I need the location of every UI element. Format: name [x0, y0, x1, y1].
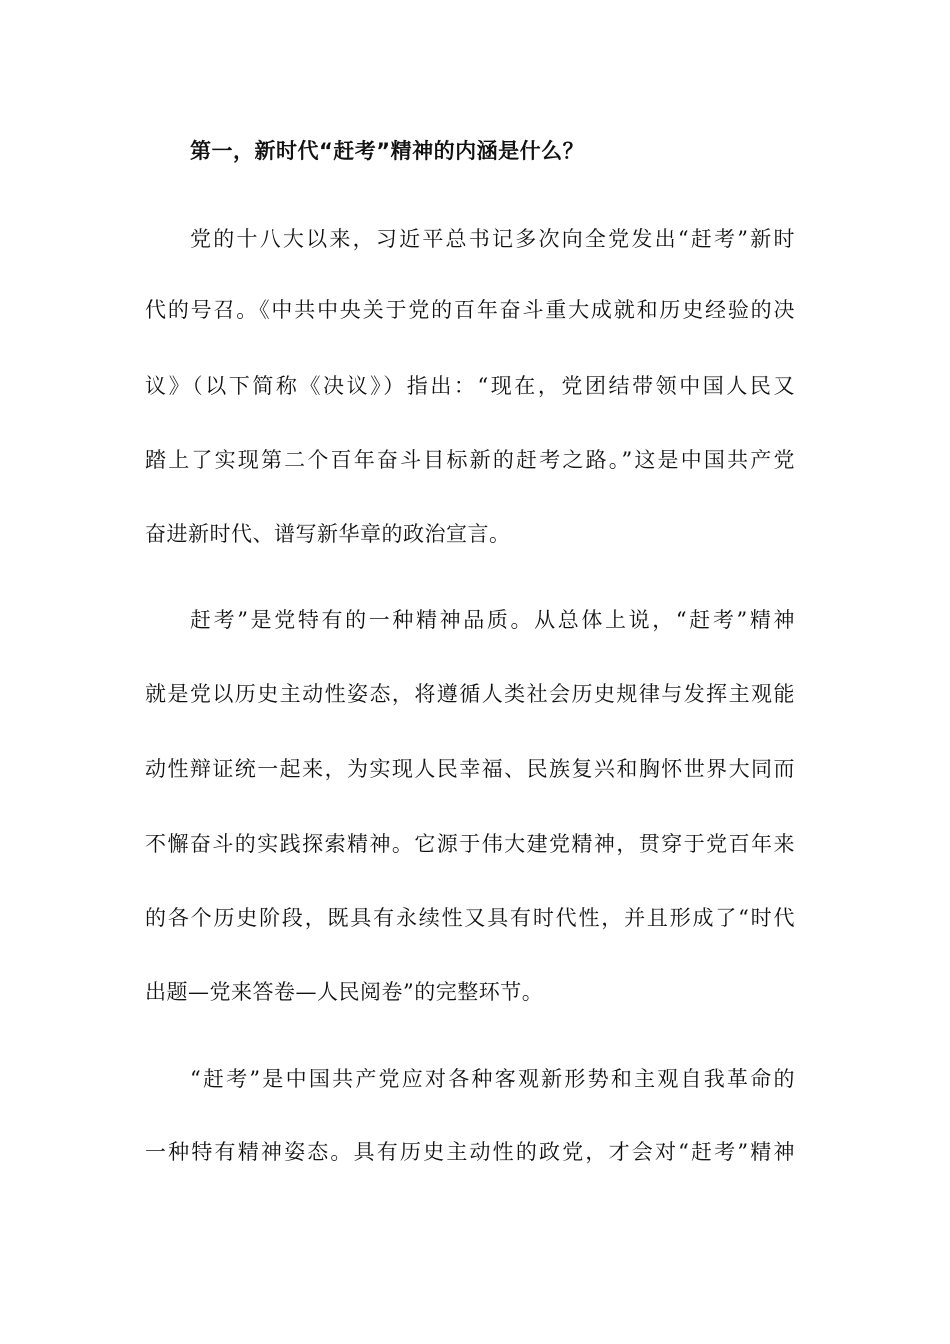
paragraph-3-line-1: “赶考”是中国共产党应对各种客观新形势和主观自我革命的	[190, 1067, 795, 1091]
paragraph-2-line-5: 的各个历史阶段，既具有永续性又具有时代性，并且形成了“时代	[145, 906, 795, 930]
section-heading: 第一，新时代“赶考”精神的内涵是什么？	[190, 139, 585, 163]
paragraph-2-line-2: 就是党以历史主动性姿态，将遵循人类社会历史规律与发挥主观能	[145, 682, 795, 706]
paragraph-1-line-5: 奋进新时代、谱写新华章的政治宣言。	[145, 522, 511, 546]
paragraph-3-line-2: 一种特有精神姿态。具有历史主动性的政党，才会对“赶考”精神	[145, 1140, 795, 1164]
paragraph-2-line-4: 不懈奋斗的实践探索精神。它源于伟大建党精神，贯穿于党百年来	[145, 832, 795, 856]
paragraph-1-line-4: 踏上了实现第二个百年奋斗目标新的赶考之路。”这是中国共产党	[145, 448, 795, 472]
paragraph-2-line-3: 动性辩证统一起来，为实现人民幸福、民族复兴和胸怀世界大同而	[145, 757, 795, 781]
paragraph-2-line-1: 赶考”是党特有的一种精神品质。从总体上说，“赶考”精神	[190, 608, 795, 632]
paragraph-1-line-1: 党的十八大以来，习近平总书记多次向全党发出“赶考”新时	[190, 227, 795, 251]
paragraph-1-line-3: 议》（以下简称《决议》）指出：“现在，党团结带领中国人民又	[145, 374, 795, 398]
paragraph-2-line-6: 出题—党来答卷—人民阅卷”的完整环节。	[145, 980, 544, 1004]
paragraph-1-line-2: 代的号召。《中共中央关于党的百年奋斗重大成就和历史经验的决	[145, 298, 795, 322]
